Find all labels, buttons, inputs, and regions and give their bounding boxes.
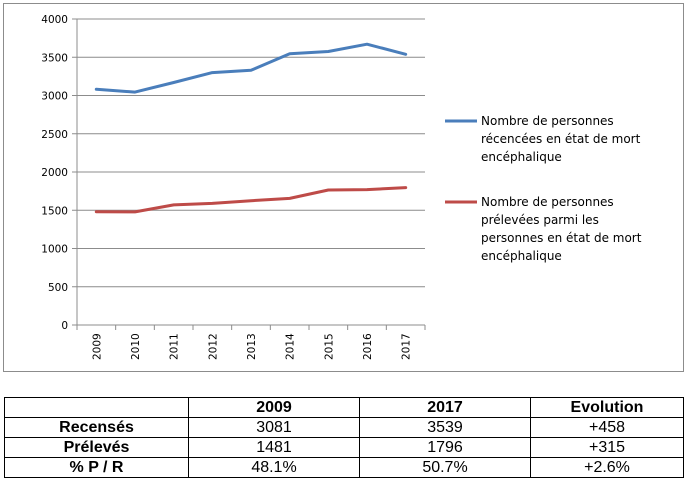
table-cell: 48.1% [189, 458, 360, 478]
legend-label-1: encéphalique [481, 150, 562, 164]
legend-label-1: récencées en état de mort [481, 132, 641, 146]
y-tick-label: 500 [47, 281, 68, 294]
x-tick-label: 2013 [246, 333, 258, 360]
x-tick-label: 2014 [284, 333, 297, 360]
table-cell: +315 [531, 438, 684, 458]
table-cell: 1481 [189, 438, 360, 458]
axes [72, 19, 425, 330]
series-lines [96, 44, 405, 212]
row-label-recenses: Recensés [5, 418, 189, 438]
gridlines [77, 19, 425, 287]
legend [445, 114, 642, 263]
header-cell-2009: 2009 [189, 398, 360, 418]
x-tick-label: 2012 [207, 333, 220, 360]
table-row [5, 458, 684, 478]
x-axis-ticks [91, 333, 412, 360]
x-tick-label: 2015 [323, 333, 336, 360]
table-cell: +2.6% [531, 458, 684, 478]
row-label-ratio: % P / R [5, 458, 189, 478]
y-tick-label: 0 [61, 320, 68, 332]
table-cell: 1796 [360, 438, 531, 458]
y-tick-label: 4000 [41, 14, 68, 26]
series-line-2 [96, 188, 405, 212]
legend-label-2: personnes en état de mort [481, 231, 642, 245]
x-tick-label: 2011 [168, 333, 181, 360]
header-cell-2017: 2017 [360, 398, 531, 418]
chart-canvas [4, 4, 685, 373]
summary-table [4, 397, 684, 478]
y-tick-label: 3500 [41, 52, 68, 65]
table-cell: 3081 [189, 418, 360, 438]
header-cell-evolution: Evolution [531, 398, 684, 418]
table-row [5, 438, 684, 458]
y-tick-label: 2000 [41, 167, 68, 179]
y-tick-label: 3000 [41, 90, 68, 103]
legend-label-1: Nombre de personnes [481, 114, 614, 128]
table-cell: 3539 [360, 418, 531, 438]
y-tick-label: 1000 [41, 243, 68, 256]
x-tick-label: 2016 [362, 333, 374, 360]
table-cell: +458 [531, 418, 684, 438]
y-axis-ticks [41, 14, 68, 332]
x-tick-label: 2010 [130, 333, 142, 360]
header-cell-empty [5, 398, 189, 418]
legend-label-2: Nombre de personnes [481, 195, 614, 209]
row-label-preleves: Prélevés [5, 438, 189, 458]
table-cell: 50.7% [360, 458, 531, 478]
x-tick-label: 2009 [91, 333, 104, 360]
legend-label-2: prélevées parmi les [481, 213, 599, 227]
x-tick-label: 2017 [400, 333, 413, 360]
legend-label-2: encéphalique [481, 249, 562, 263]
line-chart [3, 3, 684, 372]
y-tick-label: 1500 [41, 205, 68, 218]
table-header-row [5, 398, 684, 418]
table-row [5, 418, 684, 438]
series-line-1 [96, 44, 405, 92]
y-tick-label: 2500 [41, 128, 68, 141]
